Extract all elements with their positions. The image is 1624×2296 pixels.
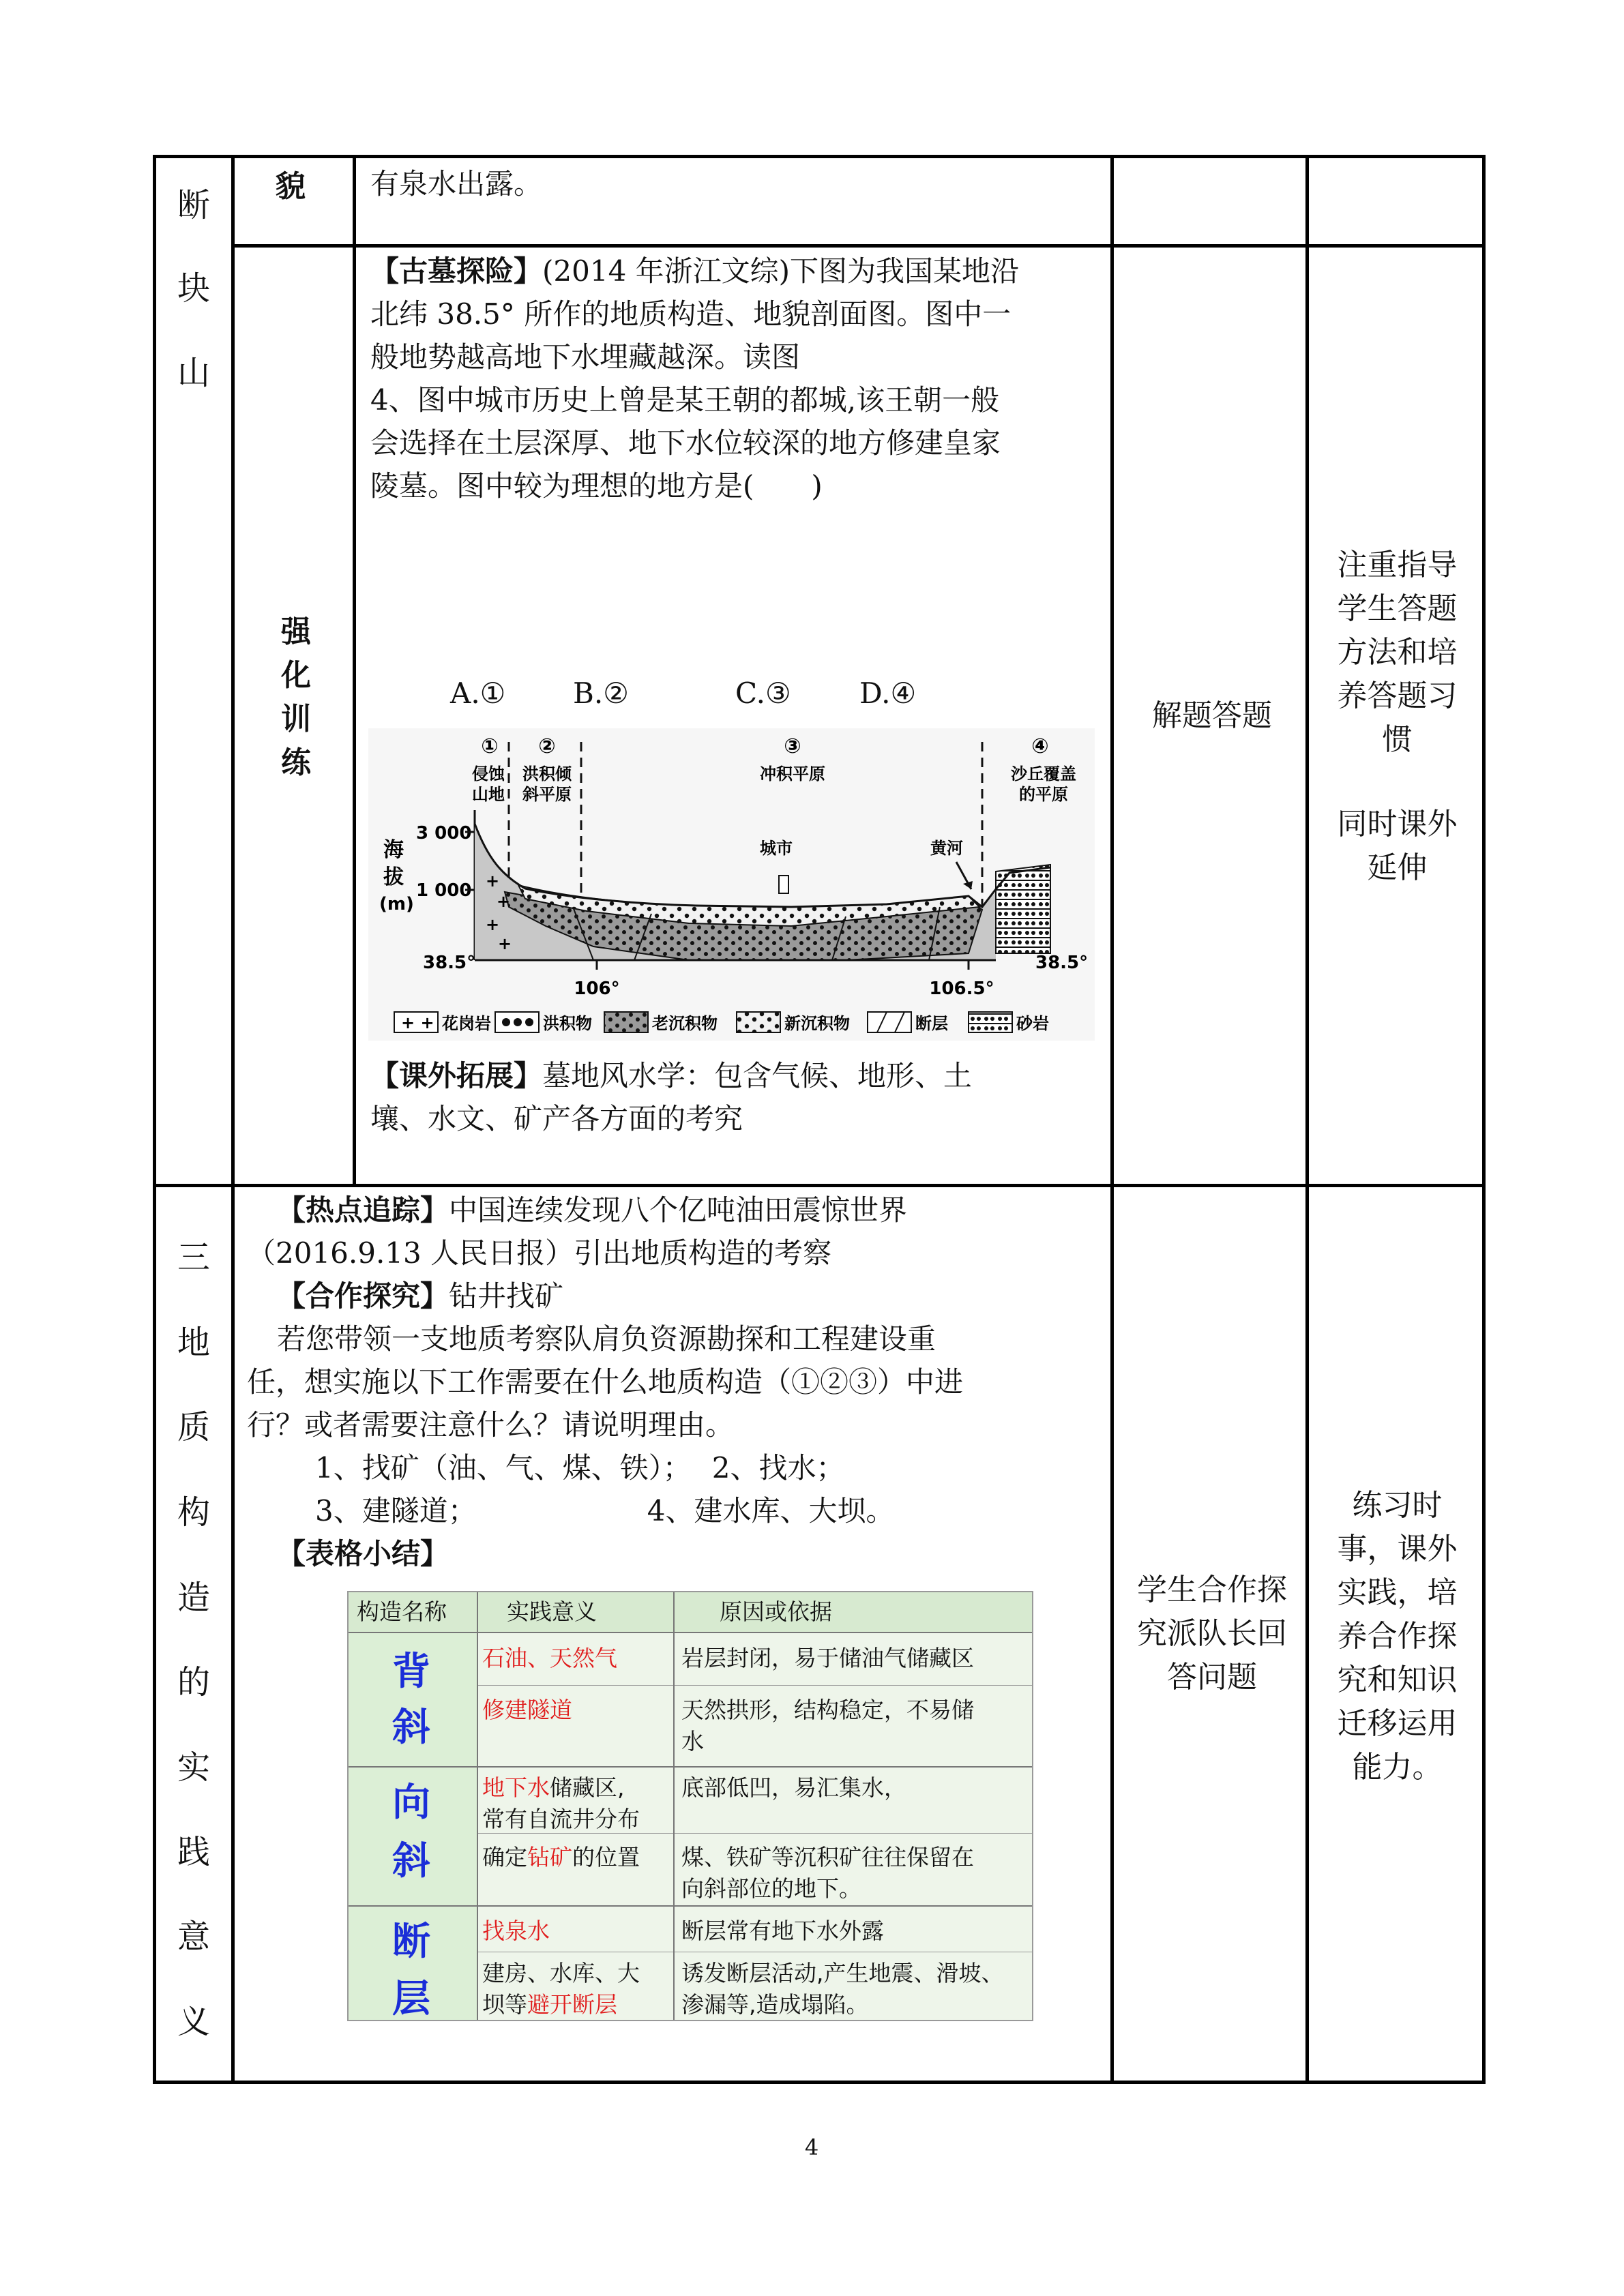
activity-line: 答问题 (1167, 1660, 1257, 1695)
city-marker (779, 876, 788, 893)
page-number: 4 (804, 2134, 819, 2160)
section-title-char: 地 (177, 1324, 210, 1362)
paragraph-text: 墓地风水学：包含气候、地形、土 (542, 1059, 973, 1092)
extension-text (370, 1054, 1100, 1140)
paragraph-text: 钻井找矿 (449, 1279, 564, 1313)
summary-header: 构造名称 (357, 1598, 447, 1625)
legend-label: 老沉积物 (652, 1014, 718, 1033)
section-title-char: 义 (177, 2003, 210, 2041)
intent-line: 事，课外 (1337, 1532, 1458, 1566)
section-title-char: 断 (177, 186, 210, 224)
section-title-char: 造 (177, 1579, 210, 1617)
legend-swatch (969, 1012, 1012, 1032)
summary-rule (349, 1766, 1032, 1768)
summary-reason: 岩层封闭，易于储油气储藏区 (681, 1645, 974, 1671)
activity-line: 学生合作探 (1137, 1572, 1287, 1607)
summary-rule (673, 1592, 675, 2020)
summary-header: 实践意义 (507, 1598, 597, 1625)
table-border-right (1482, 155, 1486, 2084)
option-c: C.③ (735, 676, 791, 710)
section-title-char: 构 (177, 1493, 210, 1532)
legend-dot (525, 1018, 533, 1026)
inquiry-text (247, 1189, 1099, 1575)
y-tick-label: 1 000 (416, 880, 472, 901)
paragraph-text: 若您带领一支地质考察队肩负资源勘探和工程建设重 (277, 1322, 936, 1356)
question-text: 陵墓。图中较为理想的地方是( ) (370, 469, 823, 503)
sub-label-char: 训 (281, 702, 311, 736)
tag-label: 【课外拓展】 (370, 1059, 543, 1092)
summary-meaning: 修建隧道 (482, 1697, 572, 1723)
zone-label: 侵蚀 (472, 764, 505, 784)
task-item: 2、找水； (711, 1451, 845, 1485)
city-label: 城市 (760, 839, 793, 858)
reason-line: 天然拱形，结构稳定，不易储 (681, 1697, 974, 1723)
granite-symbol: + (498, 934, 512, 953)
paragraph-text: 行？或者需要注意什么？请说明理由。 (247, 1408, 735, 1442)
table-rule (231, 244, 1486, 248)
tag-label: 【古墓探险】 (370, 254, 543, 288)
paragraph-text: (2014 年浙江文综)下图为我国某地沿 (542, 254, 1020, 288)
y-tick-label: 3 000 (416, 823, 472, 844)
reason-line: 渗漏等,造成塌陷。 (681, 1991, 869, 2018)
y-axis-label: (m) (379, 894, 414, 914)
paragraph-text: 壤、水文、矿产各方面的考究 (370, 1102, 743, 1135)
legend-label: 新沉积物 (784, 1014, 850, 1033)
exercise-text (370, 250, 1100, 507)
zone-label: 洪积倾 (522, 764, 572, 784)
paragraph-text: 任，想实施以下工作需要在什么地质构造（①②③）中进 (247, 1365, 964, 1399)
summary-rule (477, 1685, 1032, 1686)
summary-rule (477, 1592, 478, 2020)
latitude-label: 38.5° (423, 953, 476, 973)
legend-label: 断层 (915, 1014, 948, 1033)
paragraph-text: 中国连续发现八个亿吨油田震惊世界 (449, 1193, 908, 1227)
meaning-text: 确定 (482, 1844, 527, 1870)
summary-rule (349, 1632, 1032, 1633)
zone-number: ② (538, 734, 556, 758)
section-title-char: 山 (177, 354, 210, 392)
zone-label: 的平原 (1019, 785, 1068, 804)
river-label: 黄河 (930, 839, 963, 858)
summary-meaning (482, 1842, 640, 1873)
intent-line: 练习时 (1352, 1488, 1443, 1523)
tag-label: 【合作探究】 (277, 1279, 449, 1313)
y-axis-label: 拔 (383, 865, 404, 889)
option-a: A.① (450, 676, 506, 710)
structure-name-anticline: 斜 (392, 1705, 430, 1750)
section-title-char: 践 (177, 1833, 210, 1871)
section-title-char: 实 (177, 1748, 210, 1787)
legend-label: 砂岩 (1016, 1014, 1049, 1033)
meaning-text: 的位置 (572, 1844, 640, 1870)
meaning-text: 建房、水库、大 (482, 1960, 640, 1986)
row-content: 有泉水出露。 (370, 167, 543, 200)
structure-name-fault: 层 (392, 1977, 430, 2021)
structure-name-syncline: 向 (392, 1780, 430, 1825)
reason-line: 向斜部位的地下。 (681, 1875, 861, 1902)
legend-dot (502, 1018, 510, 1026)
granite-symbol: + (486, 871, 500, 891)
summary-header-bg (349, 1592, 1032, 1632)
reason-line: 诱发断层活动,产生地震、滑坡、 (681, 1960, 1004, 1986)
geologic-profile-figure (368, 728, 1095, 1041)
task-item: 1、找矿（油、气、煤、铁）； (315, 1451, 692, 1485)
option-d: D.④ (859, 676, 917, 710)
paragraph-text: 般地势越高地下水埋藏越深。读图 (370, 340, 801, 374)
table-rule (353, 155, 356, 1187)
paragraph-text: 北纬 38.5° 所作的地质构造、地貌剖面图。图中一 (370, 297, 1012, 331)
task-item: 3、建隧道； (315, 1494, 477, 1527)
zone-number: ③ (784, 734, 801, 758)
granite-symbol: + (486, 915, 500, 934)
highlight-text: 钻矿 (527, 1844, 572, 1870)
reason-line: 煤、铁矿等沉积矿往往保留在 (681, 1844, 974, 1870)
intent-line: 养合作探 (1337, 1619, 1458, 1654)
highlight-text: 地下水 (482, 1774, 550, 1801)
section-title-char: 块 (177, 269, 210, 308)
task-item: 4、建水库、大坝。 (647, 1494, 895, 1527)
highlight-text: 避开断层 (527, 1991, 617, 2018)
paragraph-text: （2016.9.13 人民日报）引出地质构造的考察 (247, 1236, 832, 1270)
design-intent (1309, 1484, 1486, 1789)
meaning-text: 坝等 (482, 1991, 527, 2018)
longitude-label: 106.5° (929, 979, 994, 999)
tag-label: 【表格小结】 (277, 1537, 449, 1570)
sub-label-char: 练 (281, 745, 311, 780)
intent-line: 方法和培 (1337, 635, 1458, 670)
summary-meaning (482, 1958, 640, 2021)
summary-table (347, 1591, 1033, 2021)
activity-line: 究派队长回 (1137, 1616, 1287, 1651)
question-text: 会选择在土层深厚、地下水位较深的地方修建皇家 (370, 426, 1001, 460)
meaning-text: 常有自流井分布 (482, 1806, 640, 1832)
structure-name-fault: 断 (392, 1920, 430, 1964)
intent-line: 学生答题 (1337, 591, 1458, 626)
summary-header: 原因或依据 (720, 1598, 832, 1625)
table-rule (1305, 155, 1309, 2084)
section-title-char: 意 (177, 1918, 210, 1956)
table-rule (1110, 155, 1114, 2084)
summary-reason: 底部低凹，易汇集水， (681, 1774, 906, 1801)
legend-dot (514, 1018, 522, 1026)
student-activity: 解题答题 (1152, 698, 1272, 733)
spacer (1309, 762, 1486, 803)
granite-symbol: + (497, 892, 511, 911)
reason-line: 水 (681, 1728, 704, 1755)
intent-line: 养答题习 (1337, 679, 1458, 713)
latitude-label: 38.5° (1035, 953, 1089, 973)
zone-number: ④ (1031, 734, 1049, 758)
intent-line: 注重指导 (1337, 548, 1458, 582)
design-intent (1309, 543, 1486, 890)
intent-line: 实践，培 (1337, 1575, 1458, 1610)
sub-label-char: 化 (281, 658, 311, 693)
zone-label: 冲积平原 (760, 764, 825, 784)
row-sub-label (276, 610, 316, 785)
intent-line: 迁移运用 (1337, 1706, 1458, 1741)
zone-label: 斜平原 (522, 785, 572, 804)
legend-swatch (604, 1012, 648, 1032)
option-b: B.② (573, 676, 629, 710)
sub-label-char: 强 (281, 614, 311, 649)
table-border-bottom (153, 2081, 1486, 2084)
student-activity (1114, 1568, 1310, 1699)
row-sub-label: 貌 (276, 169, 306, 204)
meaning-text: 储藏区, (550, 1774, 625, 1801)
legend-swatch (737, 1012, 780, 1032)
summary-meaning: 石油、天然气 (482, 1645, 617, 1671)
legend-swatch (868, 1012, 911, 1032)
section-title-char: 三 (177, 1238, 210, 1277)
intent-line: 惯 (1382, 722, 1413, 757)
summary-meaning (482, 1772, 640, 1835)
question-text: 4、图中城市历史上曾是某王朝的都城,该王朝一般 (370, 383, 1000, 417)
legend-label: 洪积物 (543, 1014, 592, 1033)
table-rule (231, 155, 235, 2084)
summary-reason (681, 1842, 974, 1905)
legend-label: 花岗岩 (442, 1014, 491, 1033)
longitude-label: 106° (574, 979, 620, 999)
summary-reason (681, 1695, 974, 1757)
intent-line: 同时课外 (1337, 807, 1458, 841)
structure-name-anticline: 背 (392, 1650, 430, 1694)
granite-symbol: + + (401, 1013, 434, 1032)
summary-reason: 断层常有地下水外露 (681, 1918, 884, 1944)
y-axis-label: 海 (383, 838, 404, 862)
structure-name-syncline: 斜 (392, 1839, 430, 1883)
intent-line: 究和知识 (1337, 1663, 1458, 1697)
summary-reason (681, 1958, 1004, 2021)
tag-label: 【热点追踪】 (277, 1193, 449, 1227)
table-border-left (153, 155, 156, 2084)
intent-line: 延伸 (1367, 850, 1428, 885)
summary-meaning: 找泉水 (482, 1918, 550, 1944)
section-title-char: 的 (177, 1663, 210, 1701)
zone-number: ① (481, 734, 499, 758)
section-title-char: 质 (177, 1408, 210, 1446)
summary-rule (349, 1905, 1032, 1907)
intent-line: 能力。 (1352, 1750, 1443, 1785)
zone-label: 沙丘覆盖 (1011, 764, 1076, 784)
zone-label: 山地 (472, 785, 505, 804)
